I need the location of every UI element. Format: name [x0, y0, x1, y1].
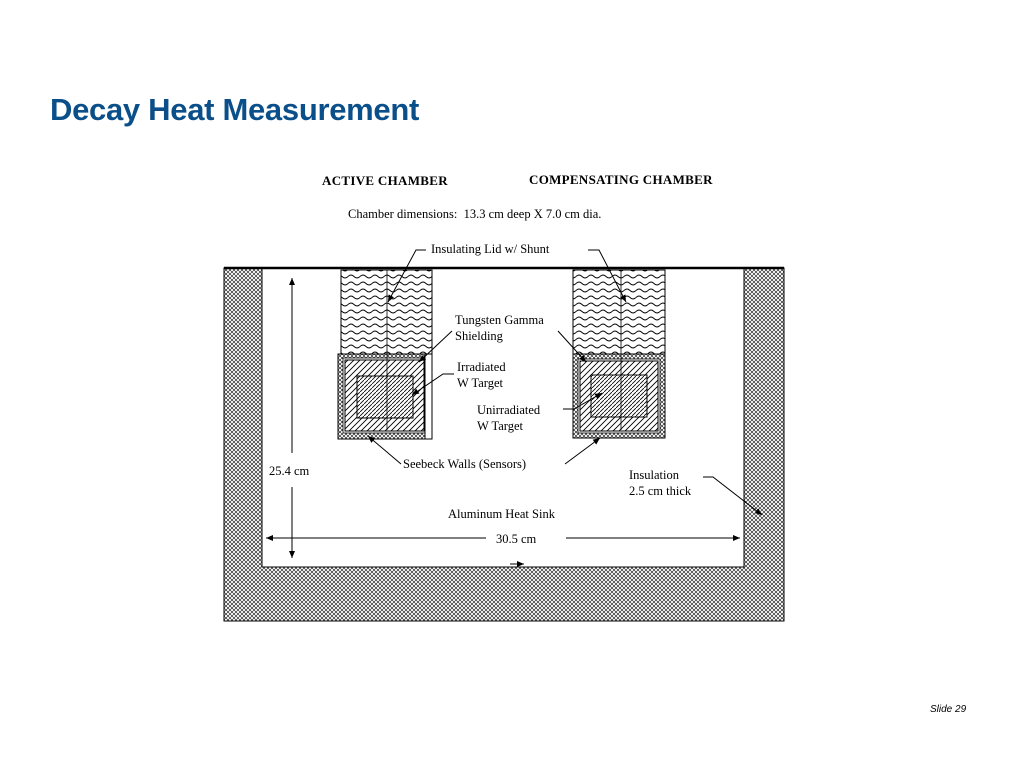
unirradiated-label-1: Unirradiated: [477, 403, 541, 417]
tungsten-shielding-label-2: Shielding: [455, 329, 503, 343]
unirradiated-w-target: [591, 375, 647, 417]
tungsten-shielding-label-1: Tungsten Gamma: [455, 313, 544, 327]
unirradiated-label-2: W Target: [477, 419, 523, 433]
slide-title: Decay Heat Measurement: [50, 92, 420, 127]
active-shunt-bar: [425, 354, 432, 439]
height-dimension-label: 25.4 cm: [269, 464, 310, 478]
seebeck-walls-label: Seebeck Walls (Sensors): [403, 457, 527, 471]
compensating-chamber: [573, 270, 665, 438]
irradiated-label-2: W Target: [457, 376, 503, 390]
slide-number: Slide 29: [930, 704, 967, 715]
active-chamber: [338, 270, 432, 439]
insulating-lid-label: Insulating Lid w/ Shunt: [431, 242, 550, 256]
insulation-label-2: 2.5 cm thick: [629, 484, 692, 498]
compensating-insulating-lid: [573, 270, 665, 354]
active-chamber-label: ACTIVE CHAMBER: [322, 173, 448, 188]
width-dimension-label: 30.5 cm: [496, 532, 537, 546]
irradiated-w-target: [357, 376, 413, 418]
active-insulating-lid: [341, 270, 432, 354]
chamber-dimensions-label: Chamber dimensions: 13.3 cm deep X 7.0 cm dia.: [348, 207, 602, 221]
insulation-label-1: Insulation: [629, 468, 679, 482]
heat-sink-label: Aluminum Heat Sink: [448, 507, 555, 521]
compensating-chamber-label: COMPENSATING CHAMBER: [529, 172, 713, 187]
irradiated-label-1: Irradiated: [457, 360, 506, 374]
